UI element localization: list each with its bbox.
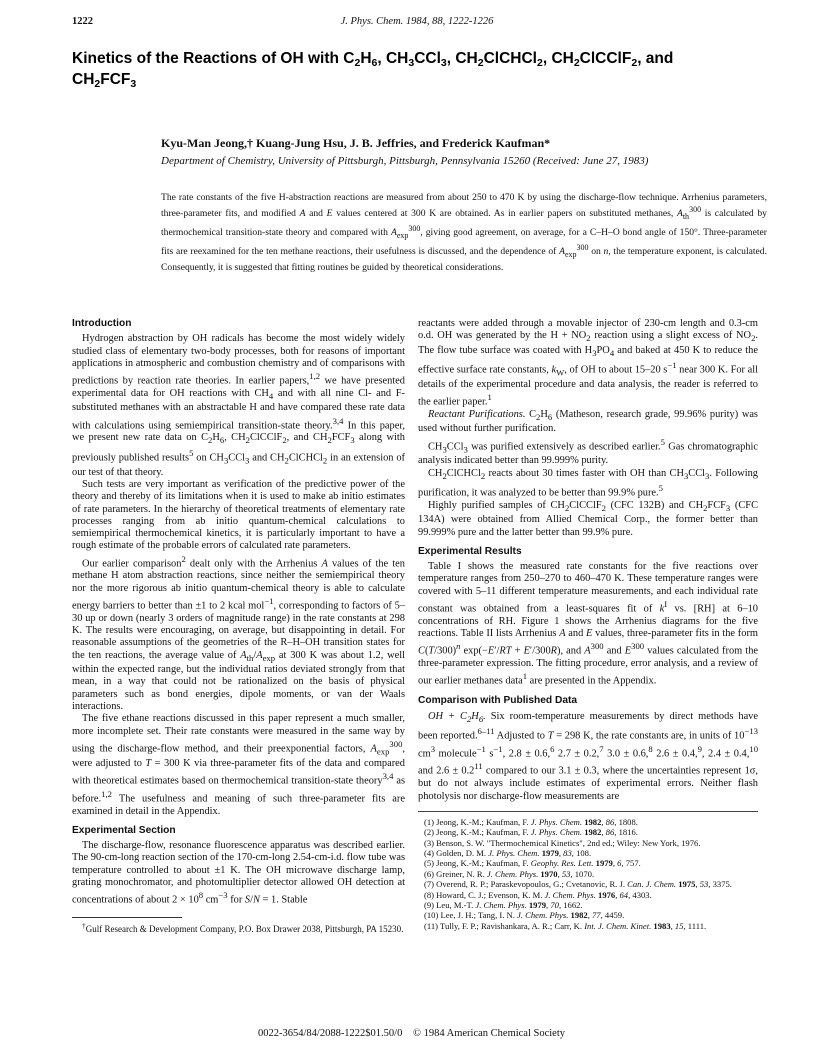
introduction-heading: Introduction [72,318,132,329]
journal-citation: J. Phys. Chem. 1984, 88, 1222-1226 [340,16,494,27]
reference-item: (6) Greiner, N. R. J. Chem. Phys. 1970, 53, 1070. [424,868,595,879]
paragraph: The discharge-flow, resonance fluorescence apparatus was described earlier. The 90-cm-long reaction section of the 170-cm-long 2.54-cm-i.d. flow tube was temperature controlled to about ±1 K. The OH microwave discharge lamp, grating monochromator, and photomultiplier detector allowed OH detection at concentrations of about $2 \times 10^8$ $cm^{-3}$ for S/N = 1. Stable [72,840,405,906]
page-number: 1222 [72,16,93,27]
reference-item: (11) Tully, F. P.; Ravishankara, A. R.; Carr, K. Int. J. Chem. Kinet. 1983, 15, 1111. [424,920,707,931]
article-code: 0022-3654/84/2088-1222$01.50/0 [257,1028,403,1039]
paragraph: Such tests are very important as verification of the predictive power of the theory and thereby of its limitations when it is used to make ab initio estimates of rate parameters. In the hierarchy of theoretical treatments of elementary rate processes ranging from ab initio quantum-chemical calculations to semiempirical thermochemical kinetics, it is particularly important to have a rough estimate of the probable errors of calculated rate parameters. [72,478,405,552]
right-column [418,318,758,931]
paragraph: Table I shows the measured rate constants for the five reactions over temperature ranges from 250–270 to 460–470 K. These temperature ranges were covered with 5–11 different temperature measurements, and each individual rate constant was obtained from a least-squares fit of $k^I$ vs. [RH] at 6–10 concentrations of RH. Figure 1 shows the Arrhenius diagrams for the five reactions. Table II lists Arrhenius A and E values, three-parameter fits in the form $C(T/300)^n$ exp(−E′/RT + E′/300R), and $A^{300}$ and $E^{300}$ values calculated from the three-parameter expression. The fitting procedure, error analysis, and a review of our earlier methanes data$^1$ are presented in the Appendix. [418,561,758,687]
reference-item: (10) Lee, J. H.; Tang, I. N. J. Chem. Phys. 1982, 77, 4459. [424,910,625,921]
reference-item: (2) Jeong, K.-M.; Kaufman, F. J. Phys. Chem. 1982, 86, 1816. [424,827,638,838]
paragraph: reactants were added through a movable injector of 230-cm length and 0.3-cm o.d. OH was generated by the $H + NO_2$ reaction using a slight excess of $NO_2$. The flow tube surface was coated with $H_3PO_4$ and baked at 450 K to reduce the effective surface rate constants, $k_W$, of OH to about 15–20 $s^{-1}$ near 300 K. For all details of the experimental procedure and data analysis, the reader is referred to the earlier paper.$^1$ [418,318,758,408]
running-head [72,16,762,32]
left-column [72,318,405,935]
paragraph: $CH_3CCl_3$ was purified extensively as described earlier.$^5$ Gas chromatographic analysis indicated better than 99.999% purity. [418,436,758,467]
abstract: The rate constants of the five H-abstraction reactions are measured from about 250 to 470 K by using the discharge-flow technique. Arrhenius parameters, three-parameter fits, and modified A and E values centered at 300 K are obtained. As in earlier papers on substituted methanes, $A_{th}^{300}$ is calculated by thermochemical transition-state theory and compared with $A_{exp}^{300}$, giving good agreement, on average, for a C–H–O bond angle of 150°. Three-parameter fits are reexamined for the ten methane reactions, their usefulness is discussed, and the dependence of $A_{exp}^{300}$ on n, the temperature exponent, is calculated. Consequently, it is suggested that fitting routines be guided by theoretical considerations. [161,192,767,273]
paragraph: Our earlier comparison$^2$ dealt only with the Arrhenius A values of the ten methane H atom abstraction reactions, since neither the semiempirical theory nor the more rigorous ab initio quantum-chemical theory is able to calculate energy barriers to better than ±1 to 2 kcal mol$^{-1}$, corresponding to factors of 5–30 up or down (nearly 3 orders of magnitude range) in the rate constants at 298 K. The results were encouraging, on average, but disappointing in detail. For reasonable assumptions of the geometries of the R–H–OH transition states for the ten reactions, the average value of $A_{th}/A_{exp}$ at 300 K was about 1.2, well within the expected range, but the individual ratios deviated strongly from that mean, in a way that could not be rationalized on the basis of physical parameters such as bond energies, dipole moments, or van der Waals interactions. [72,553,405,712]
author-footnote: †Gulf Research & Development Company, P.O. Box Drawer 2038, Pittsburgh, PA 15230. [82,921,404,935]
paragraph: $CH_2ClCHCl_2$ reacts about 30 times faster with OH than $CH_3CCl_3$. Following purification, it was analyzed to be better than 99.9% pure.$^5$ [418,467,758,499]
reference-item: (4) Golden, D. M. J. Phys. Chem. 1979, 83, 108. [424,848,592,859]
reference-item: (8) Howard, C. J.; Evenson, K. M. J. Chem. Phys. 1976, 64, 4303. [424,889,652,900]
reference-item: (3) Benson, S. W. "Thermochemical Kinetics", 2nd ed.; Wiley: New York, 1976. [424,837,701,848]
comparison-heading: Comparison with Published Data [418,695,578,707]
paragraph: Highly purified samples of $CH_2ClCClF_2$ (CFC 132B) and $CH_2FCF_3$ (CFC 134A) were obtained from Allied Chemical Corp., the former better than 99.999% pure and the latter better than 99.9% pure. [418,499,759,538]
page-footer [0,1028,823,1039]
paragraph: OH + $C_2H_6$. Six room-temperature measurements by direct methods have been reported.$^{6-11}$ Adjusted to T = 298 K, the rate constants are, in units of $10^{-13}$ $cm^3$ molecule$^{-1}$ $s^{-1}$, 2.8 ± 0.6,$^6$ 2.7 ± 0.2,$^7$ 3.0 ± 0.6,$^8$ 2.6 ± 0.4,$^9$, 2.4 ± 0.4,10 and $2.6 \pm 0.2^{11}$ compared to our 3.1 ± 0.3, where the uncertainties represent 1σ, but do not always include estimates of experimental errors. Neither flash photolysis nor discharge-flow measurements are [418,710,759,802]
experimental-section-heading: Experimental Section [72,824,176,836]
title-line-1: Kinetics of the Reactions of OH with $C_2H_6$, $CH_3CCl_3$, $CH_2ClCHCl_2$, $CH_2ClCClF_2$, and [72,50,674,69]
paragraph: Reactant Purifications. $C_2H_6$ (Matheson, research grade, 99.96% purity) was used without further purification. [418,408,758,435]
copyright-notice: © 1984 American Chemical Society [412,1028,566,1039]
reference-list [418,811,758,931]
paragraph: The five ethane reactions discussed in this paper represent a much smaller, more incomplete set. Their rate constants were measured in the same way by using the discharge-flow method, and their preexponential factors, $A_{exp}^{300}$, were adjusted to T = 300 K via three-parameter fits of the data and compared with theoretical estimates based on thermochemical transition-state theory$^{3,4}$ as before.$^{1,2}$ The usefulness and meaning of such three-parameter fits are examined in detail in the Appendix. [72,713,405,817]
reference-item: (5) Jeong, K.-M.; Kaufman, F. Geophy. Res. Lett. 1979, 6, 757. [424,858,641,869]
footnote-divider [72,917,182,918]
affiliation: Department of Chemistry, University of Pittsburgh, Pittsburgh, Pennsylvania 15260 (Received: June 27, 1983) [161,155,649,167]
reference-item: (7) Overend, R. P.; Paraskevopoulos, G.; Cvetanovic, R. J. Can. J. Chem. 1975, 53, 3375. [424,879,732,890]
paragraph: Hydrogen abstraction by OH radicals has become the most widely widely studied class of elementary two-body processes, both for reasons of important applications in atmospheric and combustion chemistry and of comparisons with predictions by reaction rate theories. In earlier papers,$^{1,2}$ we have presented experimental data for OH reactions with $CH_4$ and with all nine Cl- and F-substituted methanes with an abstractable H and have compared these rate data with calculations using semiempirical transition-state theory.$^{3,4}$ In this paper, we present new rate data on $C_2H_6$, $CH_2ClCClF_2$, and $CH_2FCF_3$ along with previously published results$^5$ on $CH_3CCl_3$ and $CH_2ClCHCl_2$ in an extension of our test of that theory. [72,333,405,478]
reference-item: (1) Jeong, K.-M.; Kaufman, F. J. Phys. Chem. 1982, 86, 1808. [424,816,638,827]
results-heading: Experimental Results [418,545,522,557]
title-line-2: $CH_2FCF_3$ [72,71,137,90]
article-title [72,48,772,90]
author-list: Kyu-Man Jeong,† Kuang-Jung Hsu, J. B. Jeffries, and Frederick Kaufman* [161,136,551,150]
reference-item: (9) Leu, M.-T. J. Chem. Phys. 1979, 70, 1662. [424,900,583,911]
